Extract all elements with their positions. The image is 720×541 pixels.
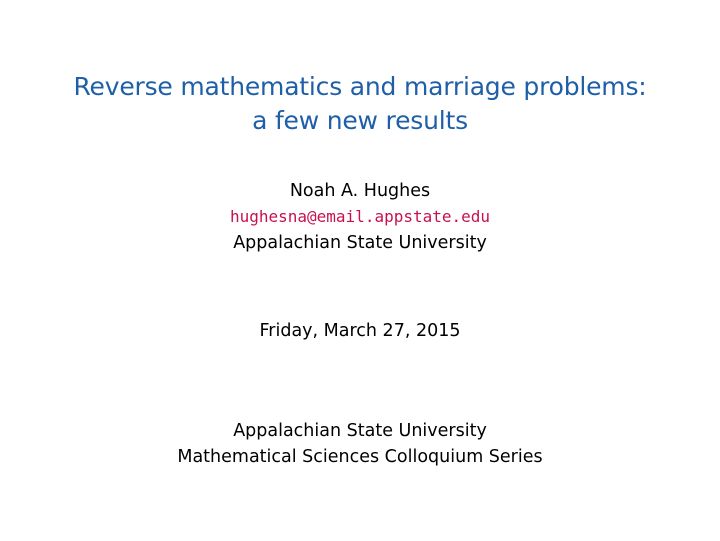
date-block [0, 318, 720, 344]
author-name: Noah A. Hughes [289, 181, 431, 201]
slide-title [0, 70, 720, 138]
venue-series: Mathematical Sciences Colloquium Series [177, 447, 543, 467]
title-line-2: a few new results [252, 106, 468, 135]
author-email-link[interactable]: hughesna@email.appstate.edu [229, 207, 491, 226]
venue-institution: Appalachian State University [233, 421, 487, 441]
venue-block [0, 418, 720, 470]
presentation-date: Friday, March 27, 2015 [259, 321, 461, 341]
author-block [0, 178, 720, 256]
title-line-1: Reverse mathematics and marriage problems: [73, 72, 647, 101]
author-affiliation: Appalachian State University [233, 233, 487, 253]
